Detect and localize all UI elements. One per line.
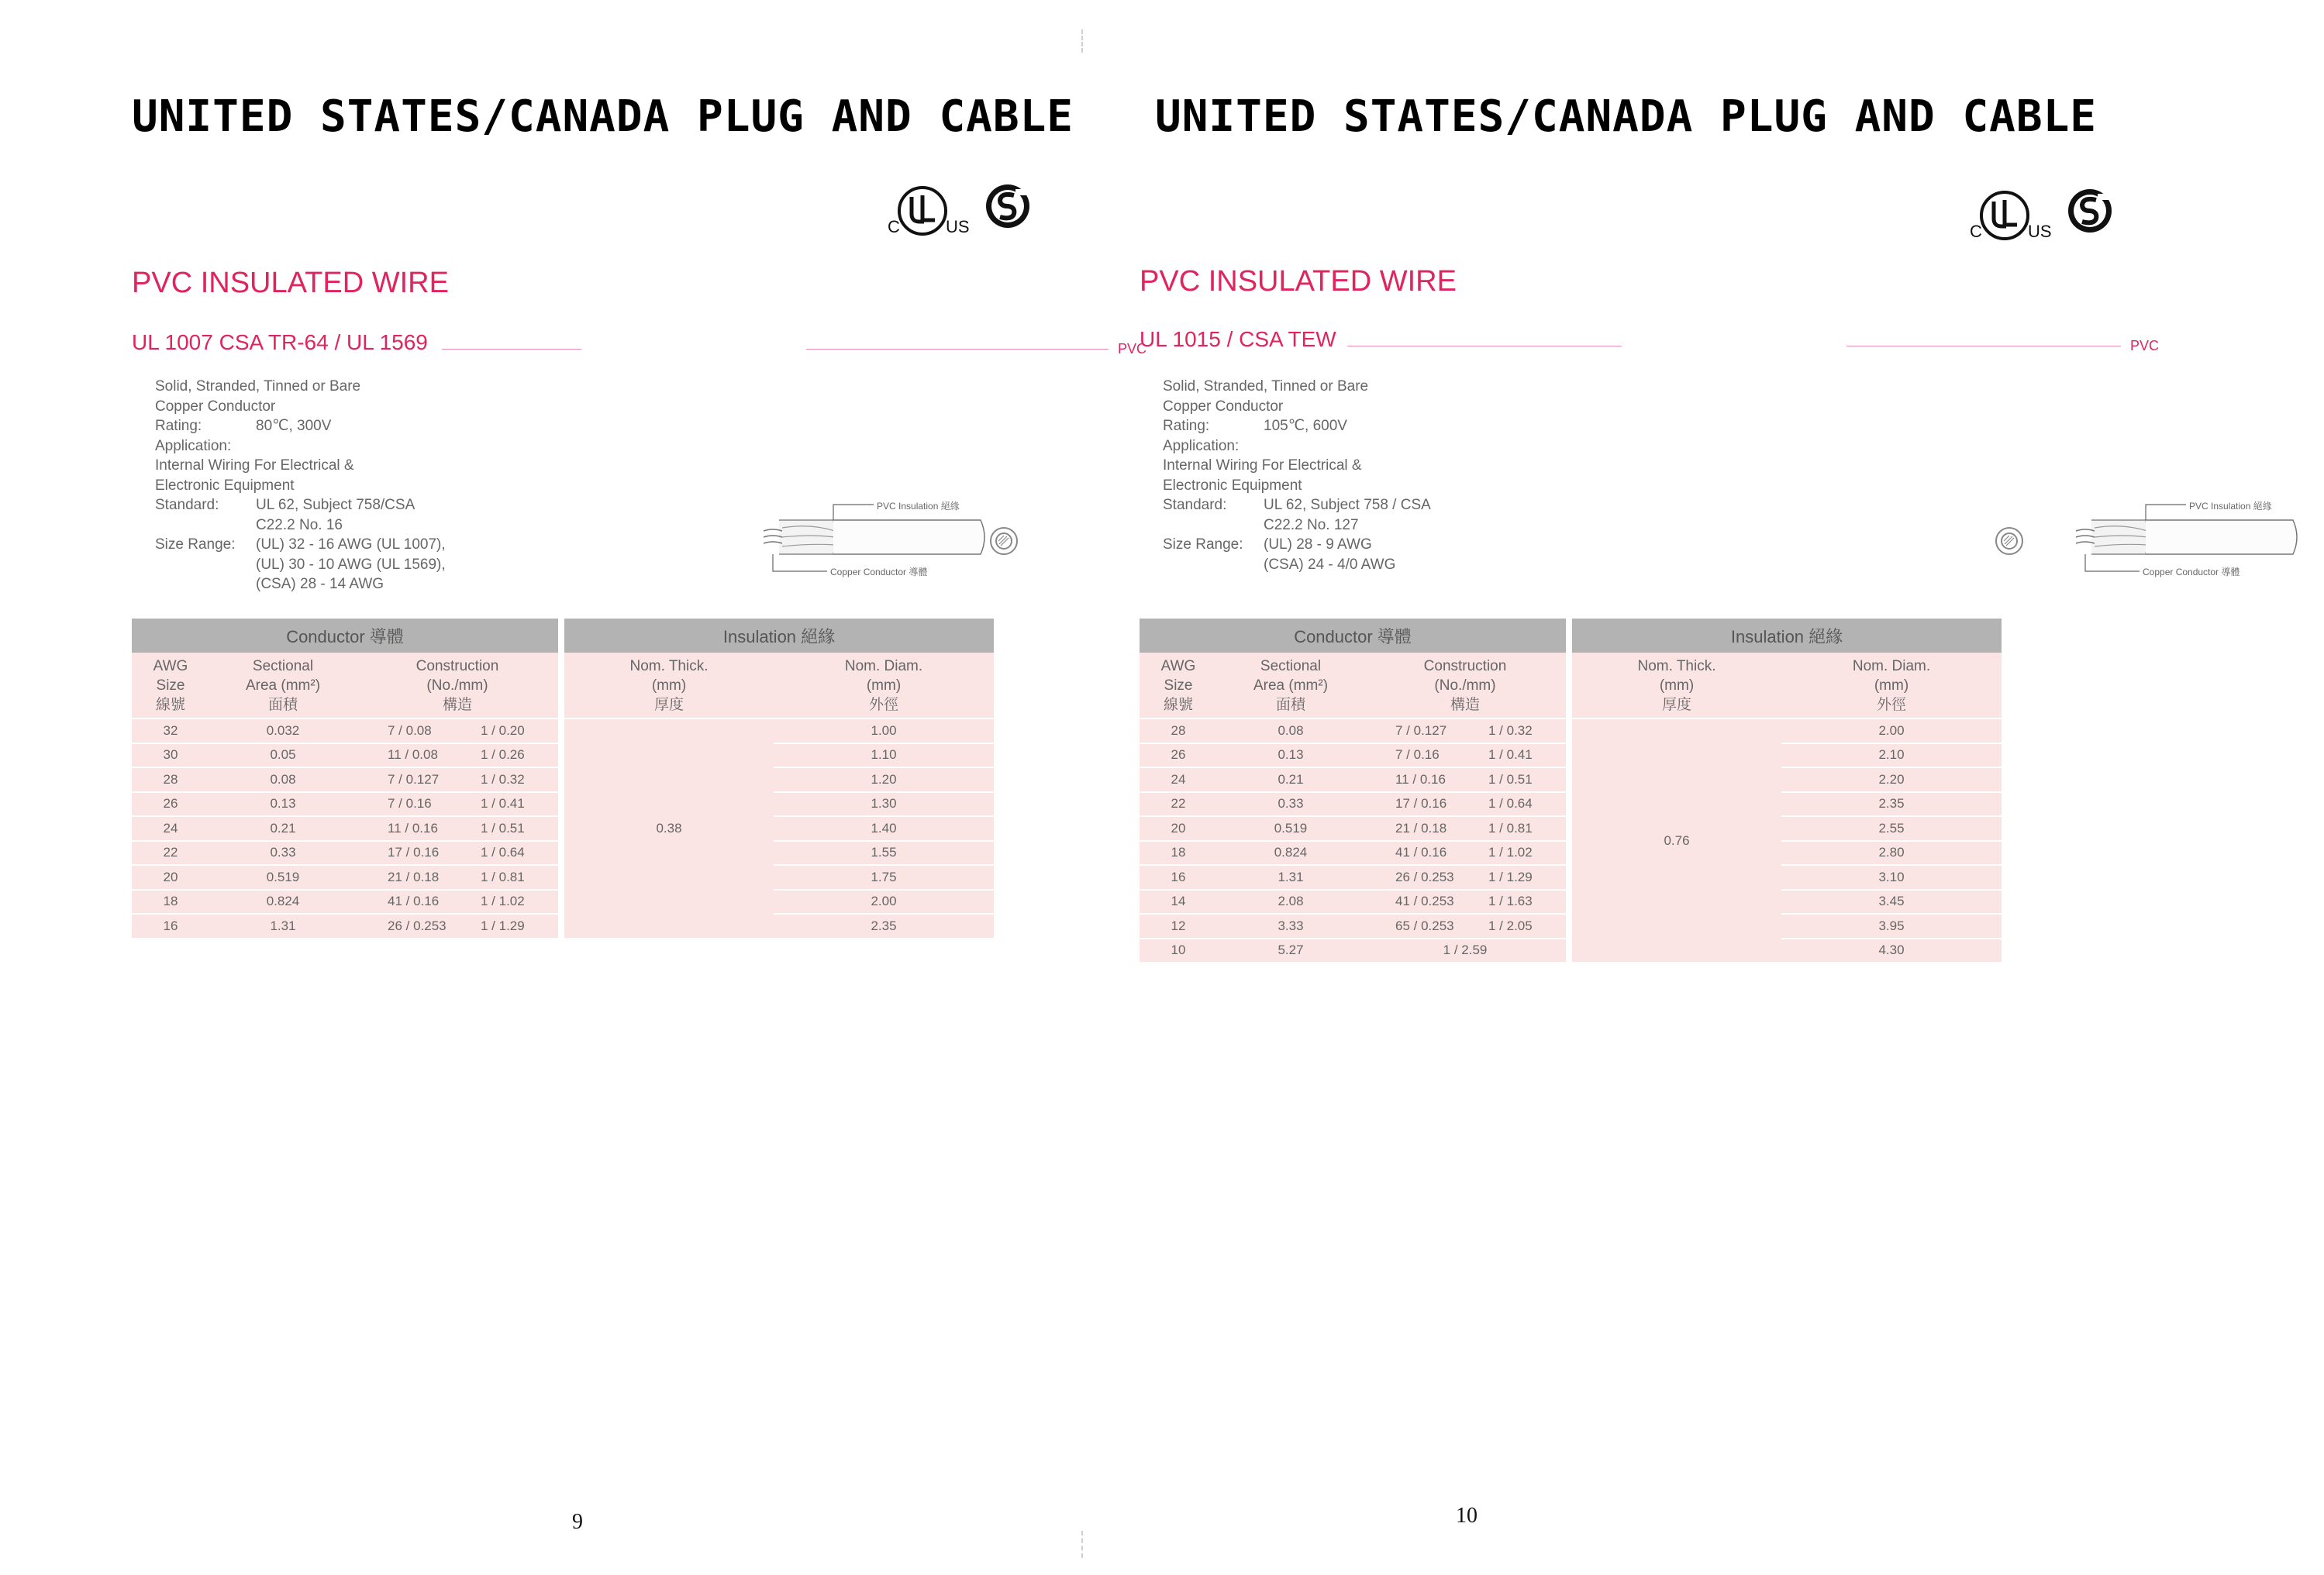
spec-standard: Standard: UL 62, Subject 758/CSA (155, 497, 415, 513)
page-title: UNITED STATES/CANADA PLUG AND CABLE (1155, 91, 2098, 142)
wire-spec-table (1140, 619, 2002, 962)
construction-solid-cell: 1 / 1.02 (465, 890, 558, 915)
construction-solid-cell: 1 / 0.26 (465, 743, 558, 768)
spec-standard-cont: C22.2 No. 16 (256, 516, 343, 533)
awg-cell: 24 (1140, 767, 1217, 792)
area-col-header (1217, 653, 1364, 719)
spec-size-range: Size Range: (UL) 28 - 9 AWG (1163, 536, 1372, 553)
construction-col-header-line: 構造 (442, 696, 472, 713)
spec-size-range-cont-2 (1163, 574, 1431, 595)
thickness-col-header (564, 653, 774, 719)
awg-col-header (132, 653, 209, 719)
section-heading: PVC INSULATED WIRE (1140, 265, 1457, 298)
spec-size-range-cont-2: (CSA) 28 - 14 AWG (256, 576, 384, 592)
construction-strands-cell: 41 / 0.253 (1364, 890, 1473, 915)
construction-solid-cell: 1 / 0.64 (1473, 792, 1566, 817)
catalog-page-10 (1082, 0, 2272, 1575)
awg-cell: 24 (132, 816, 209, 841)
svg-text:Copper Conductor 導體: Copper Conductor 導體 (2143, 567, 2240, 577)
diameter-cell: 4.30 (1781, 939, 2002, 963)
diameter-cell: 3.10 (1781, 865, 2002, 890)
table-row (132, 816, 994, 841)
thickness-col-header-line: (mm) (651, 677, 687, 694)
construction-solid-cell: 1 / 0.51 (465, 816, 558, 841)
awg-col-header (1140, 653, 1217, 719)
thickness-col-header (1572, 653, 1781, 719)
thickness-cell: 0.38 (564, 719, 774, 938)
svg-text:Copper Conductor 導體: Copper Conductor 導體 (830, 567, 928, 577)
svg-text:PVC Insulation 絕緣: PVC Insulation 絕緣 (877, 501, 960, 512)
svg-text:C: C (1970, 222, 1982, 241)
awg-cell: 22 (132, 841, 209, 866)
awg-col-header-line: AWG (1160, 657, 1196, 674)
spec-application-label: Application: (155, 437, 232, 454)
catalog-page-9 (0, 0, 1147, 1575)
diameter-col-header-line: 外徑 (1877, 696, 1907, 713)
construction-solid-cell: 1 / 0.20 (465, 719, 558, 743)
svg-text:C: C (888, 217, 900, 236)
certification-logos (884, 180, 1039, 242)
page-title: UNITED STATES/CANADA PLUG AND CABLE (132, 91, 1074, 142)
construction-solid-cell: 1 / 0.41 (465, 792, 558, 817)
awg-col-header-line: Size (156, 677, 185, 694)
awg-cell: 12 (1140, 914, 1217, 939)
construction-strands-cell: 17 / 0.16 (357, 841, 465, 866)
spec-list (155, 377, 446, 595)
construction-strands-cell: 65 / 0.253 (1364, 914, 1473, 939)
table-row (132, 914, 994, 938)
area-cell: 2.08 (1217, 890, 1364, 915)
table-row (1140, 841, 2002, 866)
heading-rule-right (806, 349, 1109, 350)
construction-strands-cell: 11 / 0.16 (1364, 767, 1473, 792)
construction-solid-cell: 1 / 0.51 (1473, 767, 1566, 792)
spec-application-line-1: Internal Wiring For Electrical & (155, 457, 354, 474)
construction-solid-cell: 1 / 0.41 (1473, 743, 1566, 768)
construction-solid-cell: 1 / 0.81 (1473, 816, 1566, 841)
diameter-cell: 2.00 (1781, 719, 2002, 743)
section-heading: PVC INSULATED WIRE (132, 267, 449, 299)
area-cell: 0.519 (209, 865, 357, 890)
table-row (1140, 890, 2002, 915)
construction-strands-cell: 41 / 0.16 (357, 890, 465, 915)
spec-application-line-2: Electronic Equipment (1163, 477, 1302, 494)
svg-text:US: US (2028, 222, 2052, 241)
wire-cross-section-icon (2076, 505, 2297, 571)
awg-cell: 30 (132, 743, 209, 768)
spec-size-range: Size Range: (UL) 32 - 16 AWG (UL 1007), (155, 536, 446, 553)
cul-us-mark-icon (888, 188, 970, 236)
area-cell: 0.08 (1217, 719, 1364, 743)
spec-application-label: Application: (1163, 437, 1240, 454)
construction-strands-cell: 21 / 0.18 (1364, 816, 1473, 841)
construction-col-header-line: Construction (415, 657, 499, 674)
spec-application-line-2: Electronic Equipment (155, 477, 295, 494)
construction-solid-cell: 1 / 1.29 (465, 914, 558, 938)
diameter-cell: 2.00 (774, 890, 994, 915)
diameter-cell: 1.00 (774, 719, 994, 743)
thickness-col-header-line: (mm) (1659, 677, 1695, 694)
spec-conductor-line-2: Copper Conductor (1163, 398, 1284, 415)
diameter-col-header (774, 653, 994, 719)
area-cell: 1.31 (209, 914, 357, 938)
page-number: 10 (1456, 1504, 1477, 1528)
model-heading: UL 1015 / CSA TEW (1140, 327, 1336, 351)
construction-solid-cell: 1 / 1.63 (1473, 890, 1566, 915)
table-row (1140, 865, 2002, 890)
table-row (1140, 792, 2002, 817)
spec-standard-cont: C22.2 No. 127 (1264, 516, 1359, 533)
construction-col-header-line: (No./mm) (426, 677, 488, 694)
model-heading-row (132, 330, 1147, 361)
area-col-header-line: Area (mm²) (245, 677, 321, 694)
spec-conductor-line-2: Copper Conductor (155, 398, 276, 415)
pvc-tag: PVC (1118, 341, 1147, 357)
awg-cell: 20 (132, 865, 209, 890)
awg-cell: 10 (1140, 939, 1217, 963)
construction-solid-cell: 1 / 1.02 (1473, 841, 1566, 866)
thickness-col-header-line: Nom. Thick. (1637, 657, 1716, 674)
construction-col-header-line: Construction (1423, 657, 1507, 674)
awg-col-header-line: 線號 (155, 696, 185, 713)
construction-strands-cell: 41 / 0.16 (1364, 841, 1473, 866)
table-row (132, 890, 994, 915)
area-cell: 0.05 (209, 743, 357, 768)
diameter-col-header (1781, 653, 2002, 719)
heading-rule-left (442, 349, 581, 350)
page-number: 9 (572, 1510, 583, 1534)
awg-cell: 18 (1140, 841, 1217, 866)
spec-conductor-line-1: Solid, Stranded, Tinned or Bare (155, 378, 361, 395)
insulation-group-header: Insulation 絕緣 (1572, 619, 2002, 653)
wire-spec-table (132, 619, 994, 938)
wire-diagram (2076, 500, 2324, 577)
construction-strands-cell: 7 / 0.16 (1364, 743, 1473, 768)
wire-end-view-icon (988, 526, 1019, 557)
spec-application-line-1: Internal Wiring For Electrical & (1163, 457, 1362, 474)
area-cell: 0.824 (209, 890, 357, 915)
diameter-cell: 1.30 (774, 792, 994, 817)
diameter-cell: 1.55 (774, 841, 994, 866)
thickness-col-header-line: Nom. Thick. (629, 657, 709, 674)
model-heading-row (1140, 327, 2160, 358)
diameter-col-header-line: Nom. Diam. (844, 657, 923, 674)
construction-strands-cell: 26 / 0.253 (357, 914, 465, 938)
construction-cell: 1 / 2.59 (1364, 939, 1566, 963)
awg-cell: 18 (132, 890, 209, 915)
awg-col-header-line: AWG (153, 657, 188, 674)
area-cell: 0.13 (1217, 743, 1364, 768)
csa-mark-icon (2068, 189, 2113, 233)
construction-solid-cell: 1 / 0.32 (1473, 719, 1566, 743)
table-row (1140, 914, 2002, 939)
awg-cell: 20 (1140, 816, 1217, 841)
diameter-cell: 2.55 (1781, 816, 2002, 841)
area-col-header (209, 653, 357, 719)
diameter-cell: 2.80 (1781, 841, 2002, 866)
wire-cross-section-icon (764, 505, 984, 571)
area-cell: 1.31 (1217, 865, 1364, 890)
diameter-col-header-line: Nom. Diam. (1852, 657, 1931, 674)
awg-cell: 28 (132, 767, 209, 792)
area-cell: 5.27 (1217, 939, 1364, 963)
area-cell: 0.21 (209, 816, 357, 841)
table-row (132, 792, 994, 817)
spec-list (1163, 377, 1431, 595)
spec-rating: Rating: 105℃, 600V (1163, 418, 1347, 434)
conductor-group-header: Conductor 導體 (132, 619, 558, 653)
awg-col-header-line: 線號 (1163, 696, 1193, 713)
area-col-header-line: Area (mm²) (1253, 677, 1329, 694)
awg-col-header-line: Size (1164, 677, 1193, 694)
thickness-cell: 0.76 (1572, 719, 1781, 962)
awg-cell: 32 (132, 719, 209, 743)
construction-solid-cell: 1 / 1.29 (1473, 865, 1566, 890)
wire-diagram (764, 500, 1012, 577)
diameter-cell: 2.20 (1781, 767, 2002, 792)
construction-strands-cell: 7 / 0.127 (357, 767, 465, 792)
area-cell: 0.824 (1217, 841, 1364, 866)
awg-cell: 14 (1140, 890, 1217, 915)
table-row (132, 743, 994, 768)
construction-col-header-line: (No./mm) (1434, 677, 1496, 694)
spec-rating: Rating: 80℃, 300V (155, 418, 332, 434)
awg-cell: 16 (1140, 865, 1217, 890)
area-cell: 0.33 (1217, 792, 1364, 817)
diameter-cell: 2.35 (1781, 792, 2002, 817)
area-cell: 0.519 (1217, 816, 1364, 841)
area-col-header-line: 面積 (267, 696, 298, 713)
construction-col-header (1364, 653, 1566, 719)
model-heading: UL 1007 CSA TR-64 / UL 1569 (132, 330, 428, 354)
insulation-group-header: Insulation 絕緣 (564, 619, 994, 653)
construction-strands-cell: 7 / 0.16 (357, 792, 465, 817)
table-row (1140, 719, 2002, 743)
diameter-cell: 2.35 (774, 914, 994, 938)
area-cell: 0.21 (1217, 767, 1364, 792)
svg-text:PVC Insulation 絕緣: PVC Insulation 絕緣 (2189, 501, 2272, 512)
awg-cell: 28 (1140, 719, 1217, 743)
table-row (132, 865, 994, 890)
pvc-tag: PVC (2130, 338, 2160, 353)
area-col-header-line: Sectional (252, 657, 314, 674)
construction-solid-cell: 1 / 0.64 (465, 841, 558, 866)
awg-cell: 22 (1140, 792, 1217, 817)
area-cell: 0.032 (209, 719, 357, 743)
thickness-col-header-line: 厚度 (1661, 696, 1691, 713)
construction-strands-cell: 11 / 0.16 (357, 816, 465, 841)
diameter-cell: 3.45 (1781, 890, 2002, 915)
table-row (1140, 743, 2002, 768)
area-cell: 0.33 (209, 841, 357, 866)
awg-cell: 26 (132, 792, 209, 817)
diameter-col-header-line: (mm) (866, 677, 902, 694)
construction-solid-cell: 1 / 0.32 (465, 767, 558, 792)
spec-standard: Standard: UL 62, Subject 758 / CSA (1163, 497, 1431, 513)
area-col-header-line: 面積 (1275, 696, 1305, 713)
construction-solid-cell: 1 / 0.81 (465, 865, 558, 890)
conductor-group-header: Conductor 導體 (1140, 619, 1566, 653)
area-col-header-line: Sectional (1260, 657, 1322, 674)
table-row (1140, 939, 2002, 963)
construction-col-header (357, 653, 558, 719)
spec-conductor-line-1: Solid, Stranded, Tinned or Bare (1163, 378, 1369, 395)
table-row (132, 719, 994, 743)
cul-us-mark-icon (1970, 192, 2052, 241)
table-row (1140, 767, 2002, 792)
construction-strands-cell: 26 / 0.253 (1364, 865, 1473, 890)
construction-strands-cell: 21 / 0.18 (357, 865, 465, 890)
table-row (1140, 816, 2002, 841)
svg-text:US: US (946, 217, 970, 236)
area-cell: 0.08 (209, 767, 357, 792)
spec-size-range-cont-1: (UL) 30 - 10 AWG (UL 1569), (256, 556, 446, 573)
construction-col-header-line: 構造 (1450, 696, 1480, 713)
diameter-cell: 2.10 (1781, 743, 2002, 768)
table-row (132, 841, 994, 866)
awg-cell: 26 (1140, 743, 1217, 768)
construction-strands-cell: 7 / 0.08 (357, 719, 465, 743)
diameter-col-header-line: 外徑 (869, 696, 899, 713)
construction-strands-cell: 7 / 0.127 (1364, 719, 1473, 743)
diameter-cell: 3.95 (1781, 914, 2002, 939)
construction-solid-cell: 1 / 2.05 (1473, 914, 1566, 939)
area-cell: 0.13 (209, 792, 357, 817)
construction-strands-cell: 11 / 0.08 (357, 743, 465, 768)
diameter-cell: 1.20 (774, 767, 994, 792)
thickness-col-header-line: 厚度 (653, 696, 684, 713)
table-row (132, 767, 994, 792)
spec-size-range-cont-1: (CSA) 24 - 4/0 AWG (1264, 556, 1396, 573)
wire-end-view-icon (1994, 526, 2025, 557)
diameter-col-header-line: (mm) (1874, 677, 1909, 694)
area-cell: 3.33 (1217, 914, 1364, 939)
diameter-cell: 1.10 (774, 743, 994, 768)
awg-cell: 16 (132, 914, 209, 938)
construction-strands-cell: 17 / 0.16 (1364, 792, 1473, 817)
csa-mark-icon (986, 184, 1031, 228)
diameter-cell: 1.40 (774, 816, 994, 841)
certification-logos (1966, 184, 2121, 246)
diameter-cell: 1.75 (774, 865, 994, 890)
